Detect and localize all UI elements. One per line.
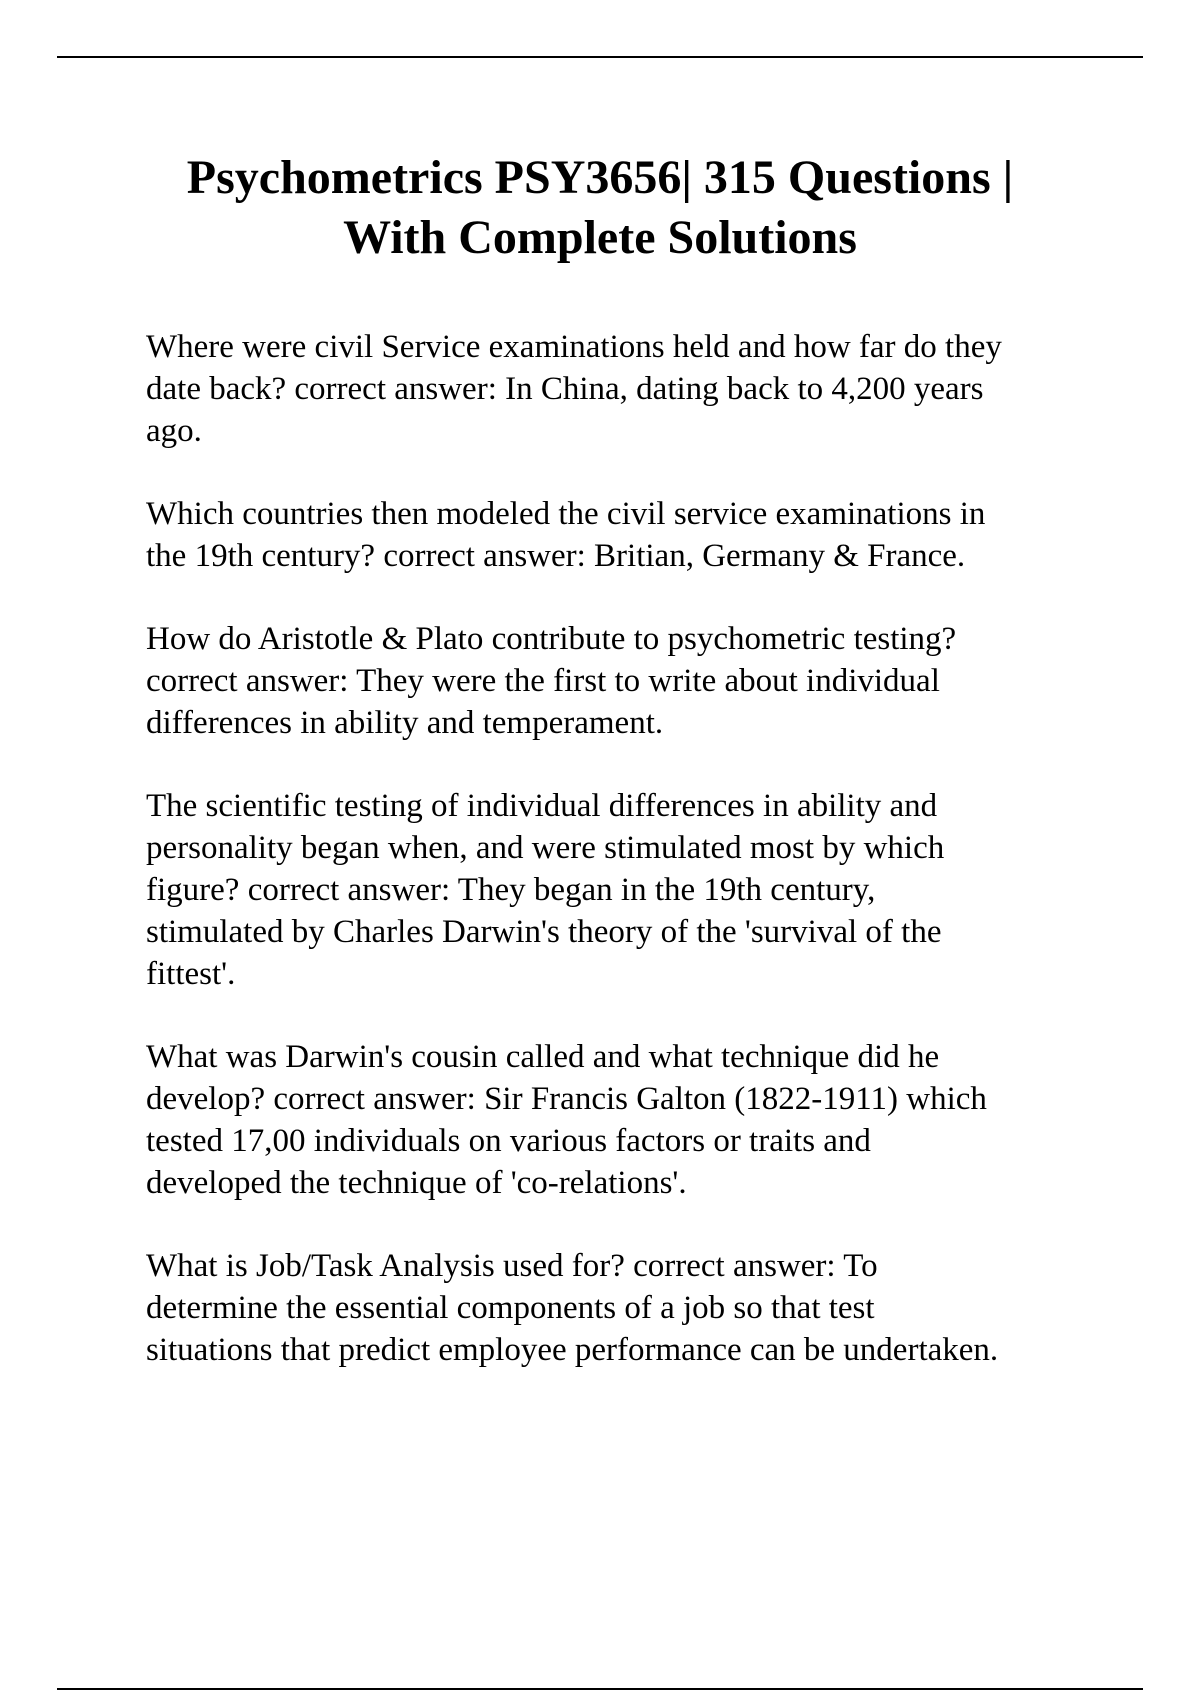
- question-answer-list: [146, 326, 1106, 1412]
- qa-text-line: correct answer: They were the first to write about individual: [146, 663, 940, 699]
- qa-text-line: What is Job/Task Analysis used for? correct answer: To: [146, 1248, 878, 1284]
- qa-text-line: personality began when, and were stimulated most by which: [146, 830, 945, 866]
- qa-text-line: stimulated by Charles Darwin's theory of the 'survival of the: [146, 914, 942, 950]
- qa-text-line: the 19th century? correct answer: Britian, Germany & France.: [146, 538, 966, 574]
- title-line: Psychometrics PSY3656| 315 Questions |: [186, 151, 1014, 204]
- qa-item: [146, 618, 1106, 744]
- title-line: With Complete Solutions: [343, 211, 857, 264]
- qa-text-line: The scientific testing of individual differences in ability and: [146, 788, 938, 824]
- qa-item: [146, 493, 1106, 577]
- qa-item: [146, 326, 1106, 452]
- qa-text-line: figure? correct answer: They began in the 19th century,: [146, 872, 876, 908]
- qa-text-line: What was Darwin's cousin called and what technique did he: [146, 1039, 940, 1075]
- qa-text-line: situations that predict employee performance can be undertaken.: [146, 1332, 999, 1368]
- document-title: [100, 148, 1100, 268]
- qa-text-line: Where were civil Service examinations held and how far do they: [146, 329, 1002, 365]
- qa-item: [146, 1036, 1106, 1204]
- bottom-divider: [57, 1688, 1143, 1690]
- qa-text-line: differences in ability and temperament.: [146, 705, 664, 741]
- qa-text-line: How do Aristotle & Plato contribute to psychometric testing?: [146, 621, 957, 657]
- qa-text-line: fittest'.: [146, 956, 236, 992]
- top-divider: [57, 56, 1143, 58]
- qa-item: [146, 1245, 1106, 1371]
- qa-text-line: tested 17,00 individuals on various factors or traits and: [146, 1123, 871, 1159]
- qa-text-line: develop? correct answer: Sir Francis Galton (1822-1911) which: [146, 1081, 987, 1117]
- qa-text-line: ago.: [146, 413, 202, 449]
- qa-text-line: Which countries then modeled the civil service examinations in: [146, 496, 986, 532]
- qa-item: [146, 785, 1106, 995]
- qa-text-line: date back? correct answer: In China, dating back to 4,200 years: [146, 371, 984, 407]
- qa-text-line: determine the essential components of a job so that test: [146, 1290, 875, 1326]
- qa-text-line: developed the technique of 'co-relations'.: [146, 1165, 687, 1201]
